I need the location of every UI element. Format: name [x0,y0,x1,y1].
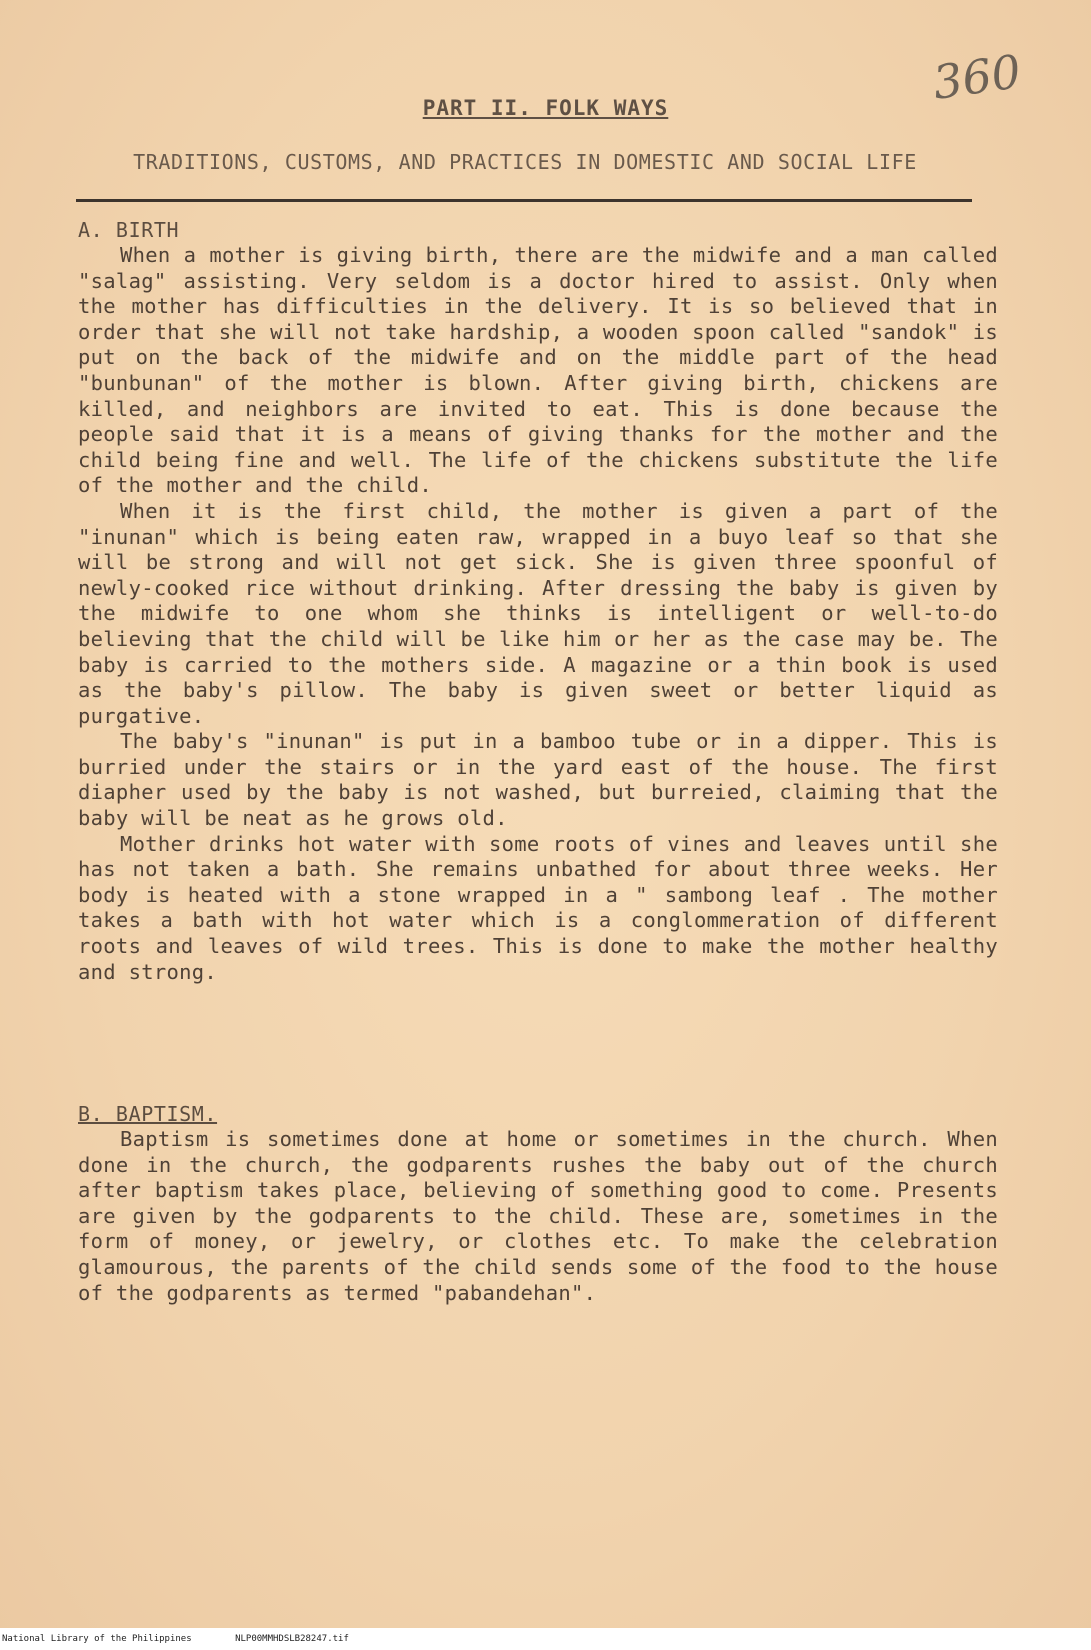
section-body-baptism [78,1127,998,1306]
part-title: PART II. FOLK WAYS [422,96,669,120]
footer-file-id: NLP00MMHDSLB28247.tif [235,1634,349,1644]
paragraph: Mother drinks hot water with some roots of vines and leaves until she has not taken a bath. She remains unbathed for about three weeks. Her body is heated with a stone wrapped in a " sambong leaf . The mother takes a bath with hot water which is a conglommeration of different roots and leaves of wild trees. This is done to make the mother healthy and strong. [78,831,998,984]
paragraph: When it is the first child, the mother is given a part of the "inunan" which is being eaten raw, wrapped in a buyo leaf so that she will be strong and will not get sick. She is given three spoonful of newly-cooked rice without drinking. After dressing the baby is given by the midwife to one whom she thinks is intelligent or well-to-do believing that the child will be like him or her as the case may be. The baby is carried to the mothers side. A magazine or a thin book is used as the baby's pillow. The baby is given sweet or better liquid as purgative. [78,498,998,728]
section-heading-birth: A. BIRTH [78,218,180,242]
section-heading-baptism: B. BAPTISM. [78,1102,218,1126]
page-number: 360 [929,44,1025,110]
paragraph: Baptism is sometimes done at home or sometimes in the church. When done in the church, the godparents rushes the baby out of the church after baptism takes place, believing of something good to come. Presents are given by the godparents to the child. These are, sometimes in the form of money, or jewelry, or clothes etc. To make the celebration glamourous, the parents of the child sends some of the food to the house of the godparents as termed "pabandehan". [78,1127,998,1305]
document-subtitle: TRADITIONS, CUSTOMS, AND PRACTICES IN DOMESTIC AND SOCIAL LIFE [133,150,917,174]
scan-footer [0,1628,1091,1650]
section-body-birth [78,243,998,985]
paragraph: When a mother is giving birth, there are the midwife and a man called "salag" assisting. Very seldom is a doctor hired to assist. Only when the mother has difficulties in the delivery. It is so believed that in order that she will not take hardship, a wooden spoon called "sandok" is put on the back of the midwife and on the middle part of the head "bunbunan" of the mother is blown. After giving birth, chickens are killed, and neighbors are invited to eat. This is done because the people said that it is a means of giving thanks for the mother and the child being fine and well. The life of the chickens substitute the life of the mother and the child. [78,243,998,498]
paragraph: The baby's "inunan" is put in a bamboo tube or in a dipper. This is burried under the stairs or in the yard east of the house. The first diapher used by the baby is not washed, but burreied, claiming that the baby will be neat as he grows old. [78,729,998,831]
footer-institution: National Library of the Philippines [2,1634,192,1644]
title-rule [76,199,972,202]
